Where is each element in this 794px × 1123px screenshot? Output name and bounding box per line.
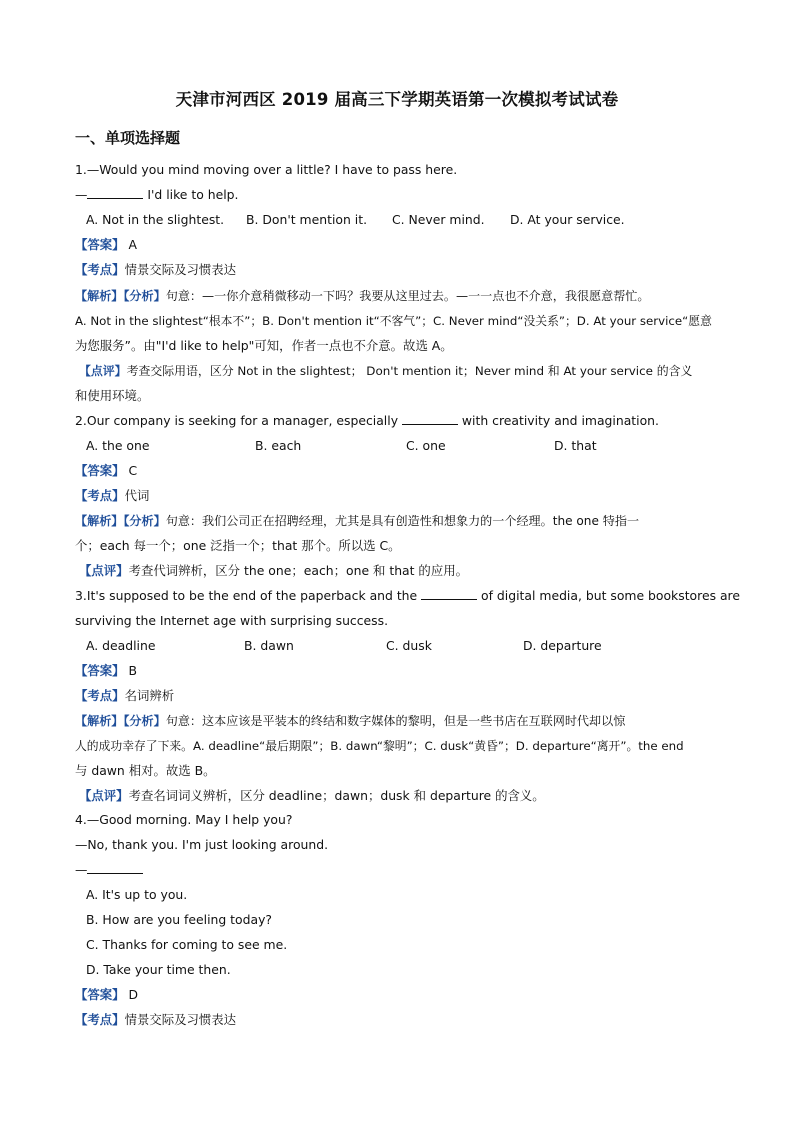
q1-stem-suffix: I'd like to help.: [143, 187, 239, 202]
q3-answer: [75, 662, 735, 680]
point-label: 【考点】: [75, 262, 125, 277]
q3-option-a: A. deadline: [86, 638, 156, 653]
q1-point-value: 情景交际及习惯表达: [124, 262, 237, 277]
q3-analysis-line2: 人的成功幸存了下来。A. deadline“最后期限”；B. dawn“黎明”；C. dusk“黄昏”；D. departure“离开”。the end: [75, 739, 684, 753]
comment-label: 【点评】: [79, 788, 129, 803]
q2-option-b: B. each: [255, 438, 302, 453]
fenxi-label: 【分析】: [123, 514, 166, 528]
q1-option-a: A. Not in the slightest.: [86, 212, 225, 227]
comment-label: 【点评】: [79, 364, 127, 378]
fenxi-label: 【分析】: [123, 714, 166, 728]
q3-comment-text1: 考查名词词义辨析，区分 deadline；dawn；dusk 和 departure 的含义。: [128, 788, 545, 803]
answer-blank: [87, 861, 143, 874]
q1-option-b: B. Don't mention it.: [246, 212, 368, 227]
q3-answer-value: B: [124, 663, 138, 678]
q3-option-d: D. departure: [523, 638, 602, 653]
q4-point-value: 情景交际及习惯表达: [124, 1012, 237, 1027]
q2-option-c: C. one: [406, 438, 446, 453]
q2-comment-line1: [79, 562, 739, 580]
q1-stem-line1: 1.—Would you mind moving over a little? I have to pass here.: [75, 162, 458, 177]
q3-analysis-text1: 句意：这本应该是平装本的终结和数字媒体的黎明，但是一些书店在互联网时代却以惊: [165, 714, 626, 728]
q4-option-b: B. How are you feeling today?: [86, 912, 272, 927]
q1-stem-line2: [75, 186, 735, 204]
q3-point-value: 名词辨析: [124, 688, 175, 703]
q2-analysis-line1: [75, 512, 735, 530]
fenxi-label: 【分析】: [123, 289, 166, 303]
q1-point: [75, 261, 735, 279]
answer-label: 【答案】: [75, 237, 125, 252]
comment-label: 【点评】: [79, 563, 129, 578]
q3-stem-b: of digital media, but some bookstores are: [477, 588, 741, 603]
q1-comment-line1: [79, 362, 739, 380]
answer-blank: [402, 412, 458, 425]
q3-option-c: C. dusk: [386, 638, 432, 653]
q2-stem: [75, 412, 735, 430]
point-label: 【考点】: [75, 1012, 125, 1027]
q3-stem-line1: [75, 587, 741, 605]
answer-blank: [421, 587, 477, 600]
q1-answer-value: A: [124, 237, 137, 252]
point-label: 【考点】: [75, 488, 125, 503]
q3-comment-line1: [79, 787, 739, 805]
q1-analysis-text1: 句意：—一你介意稍微移动一下吗？我要从这里过去。—一一点也不介意，我很愿意帮忙。: [165, 289, 650, 303]
q2-point-value: 代词: [124, 488, 150, 503]
q4-point: [75, 1011, 735, 1029]
analysis-label: 【解析】: [75, 714, 124, 728]
q4-answer: [75, 986, 735, 1004]
q1-option-c: C. Never mind.: [392, 212, 485, 227]
q4-option-a: A. It's up to you.: [86, 887, 188, 902]
q1-answer: [75, 236, 735, 254]
analysis-label: 【解析】: [75, 289, 124, 303]
q1-comment-line2: 和使用环境。: [75, 388, 150, 403]
q2-comment-text1: 考查代词辨析，区分 the one；each；one 和 that 的应用。: [128, 563, 468, 578]
q4-option-c: C. Thanks for coming to see me.: [86, 937, 288, 952]
q2-answer: [75, 462, 735, 480]
q3-option-b: B. dawn: [244, 638, 294, 653]
q2-stem-a: 2.Our company is seeking for a manager, especially: [75, 413, 402, 428]
q3-analysis-line1: [75, 712, 735, 730]
q4-stem-line1: 4.—Good morning. May I help you?: [75, 812, 293, 827]
q1-analysis-line3: 为您服务”。由"I'd like to help"可知，作者一点也不介意。故选 A。: [75, 338, 453, 353]
q2-analysis-text1: 句意：我们公司正在招聘经理，尤其是具有创造性和想象力的一个经理。the one 特指一: [165, 514, 640, 528]
q4-option-d: D. Take your time then.: [86, 962, 231, 977]
q3-stem-line2: surviving the Internet age with surprising success.: [75, 613, 389, 628]
q1-comment-text1: 考查交际用语，区分 Not in the slightest； Don't mention it；Never mind 和 At your service 的含义: [126, 364, 693, 378]
dash: —: [75, 187, 88, 202]
q2-option-d: D. that: [554, 438, 597, 453]
q2-stem-b: with creativity and imagination.: [457, 413, 659, 428]
answer-label: 【答案】: [75, 463, 125, 478]
q2-answer-value: C: [124, 463, 138, 478]
q4-stem-line2: —No, thank you. I'm just looking around.: [75, 837, 329, 852]
q3-point: [75, 687, 735, 705]
q2-point: [75, 487, 735, 505]
q4-stem-line3: [75, 861, 735, 879]
dash: —: [75, 862, 88, 877]
answer-blank: [87, 186, 143, 199]
q2-option-a: A. the one: [86, 438, 150, 453]
q1-option-d: D. At your service.: [510, 212, 625, 227]
answer-label: 【答案】: [75, 987, 125, 1002]
analysis-label: 【解析】: [75, 514, 124, 528]
q3-stem-a: 3.It's supposed to be the end of the paperback and the: [75, 588, 422, 603]
answer-label: 【答案】: [75, 663, 125, 678]
q3-analysis-line3: 与 dawn 相对。故选 B。: [75, 763, 216, 778]
q4-answer-value: D: [124, 987, 139, 1002]
q1-analysis-line2: A. Not in the slightest“根本不”；B. Don't mention it“不客气”；C. Never mind“没关系”；D. At your service“愿意: [75, 314, 712, 328]
document-title: 天津市河西区 2019 届高三下学期英语第一次模拟考试试卷: [175, 90, 619, 109]
q1-analysis-line1: [75, 287, 735, 305]
point-label: 【考点】: [75, 688, 125, 703]
section-heading: 一、单项选择题: [75, 129, 181, 147]
q2-analysis-line2: 个；each 每一个；one 泛指一个；that 那个。所以选 C。: [75, 538, 401, 553]
